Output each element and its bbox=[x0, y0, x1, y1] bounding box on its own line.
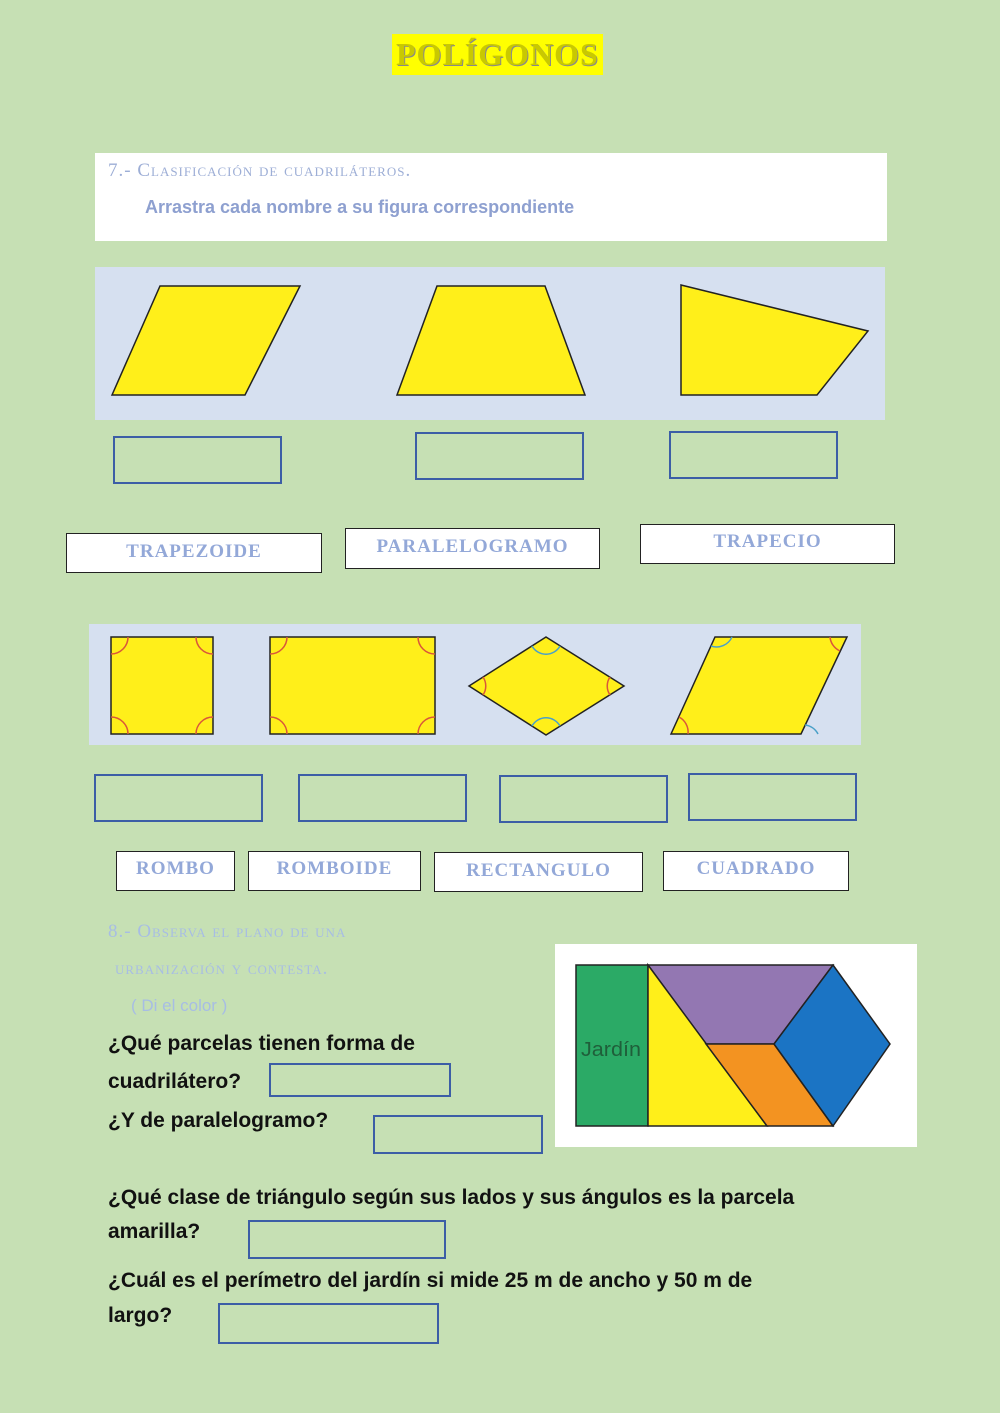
word-card-romboide[interactable]: ROMBOIDE bbox=[248, 851, 421, 891]
question-3: ¿Qué clase de triángulo según sus lados y sus ángulos es la parcela bbox=[108, 1186, 795, 1209]
word-card-trapecio[interactable]: TRAPECIO bbox=[640, 524, 895, 564]
question-4: ¿Cuál es el perímetro del jardín si mide 25 m de ancho y 50 m de bbox=[108, 1269, 753, 1292]
section8-heading-line1: 8.- Observa el plano de una bbox=[108, 921, 347, 942]
drop-box-rectangle[interactable] bbox=[298, 774, 467, 822]
drop-box-trapezoid[interactable] bbox=[415, 432, 584, 480]
garden-label: Jardín bbox=[581, 1039, 641, 1061]
rectangle-shape bbox=[270, 637, 435, 734]
word-card-rombo[interactable]: ROMBO bbox=[116, 851, 235, 891]
question-4-cont: largo? bbox=[108, 1304, 173, 1327]
shapes-row2-svg bbox=[89, 624, 861, 745]
trapezoid-shape bbox=[397, 286, 585, 395]
shapes-panel-2 bbox=[89, 624, 861, 745]
drop-box-rhomboid[interactable] bbox=[688, 773, 857, 821]
urbanization-map bbox=[555, 944, 917, 1147]
answer-parallelogram-input[interactable] bbox=[373, 1115, 543, 1154]
parallelogram-shape bbox=[112, 286, 300, 395]
rhomboid-shape bbox=[671, 637, 847, 734]
question-3-cont: amarilla? bbox=[108, 1220, 201, 1243]
square-shape bbox=[111, 637, 213, 734]
answer-quadrilateral-input[interactable] bbox=[269, 1063, 451, 1097]
shapes-panel-1 bbox=[95, 267, 885, 420]
word-card-rectangulo[interactable]: RECTANGULO bbox=[434, 852, 643, 892]
word-card-cuadrado[interactable]: CUADRADO bbox=[663, 851, 849, 891]
urbanization-map-svg bbox=[555, 944, 917, 1147]
shapes-row1-svg bbox=[95, 267, 885, 420]
drop-box-irregular[interactable] bbox=[669, 431, 838, 479]
question-2: ¿Y de paralelogramo? bbox=[108, 1109, 329, 1132]
drop-box-square[interactable] bbox=[94, 774, 263, 822]
trapezoid-irregular-shape bbox=[681, 285, 868, 395]
page-title: POLÍGONOS bbox=[392, 34, 603, 75]
answer-triangle-input[interactable] bbox=[248, 1220, 446, 1259]
section7-heading: 7.- Clasificación de cuadriláteros. bbox=[108, 160, 412, 181]
rhombus-shape bbox=[469, 637, 624, 735]
word-card-trapezoide[interactable]: TRAPEZOIDE bbox=[66, 533, 322, 573]
section7-instruction: Arrastra cada nombre a su figura correspondiente bbox=[145, 197, 575, 217]
answer-perimeter-input[interactable] bbox=[218, 1303, 439, 1344]
question-1-cont: cuadrilátero? bbox=[108, 1070, 242, 1093]
drop-box-rhombus[interactable] bbox=[499, 775, 668, 823]
section8-heading-line2: urbanización y contesta. bbox=[115, 958, 329, 979]
question-1: ¿Qué parcelas tienen forma de bbox=[108, 1032, 415, 1055]
drop-box-parallelogram[interactable] bbox=[113, 436, 282, 484]
word-card-paralelogramo[interactable]: PARALELOGRAMO bbox=[345, 528, 600, 569]
section8-hint: ( Di el color ) bbox=[131, 996, 228, 1015]
